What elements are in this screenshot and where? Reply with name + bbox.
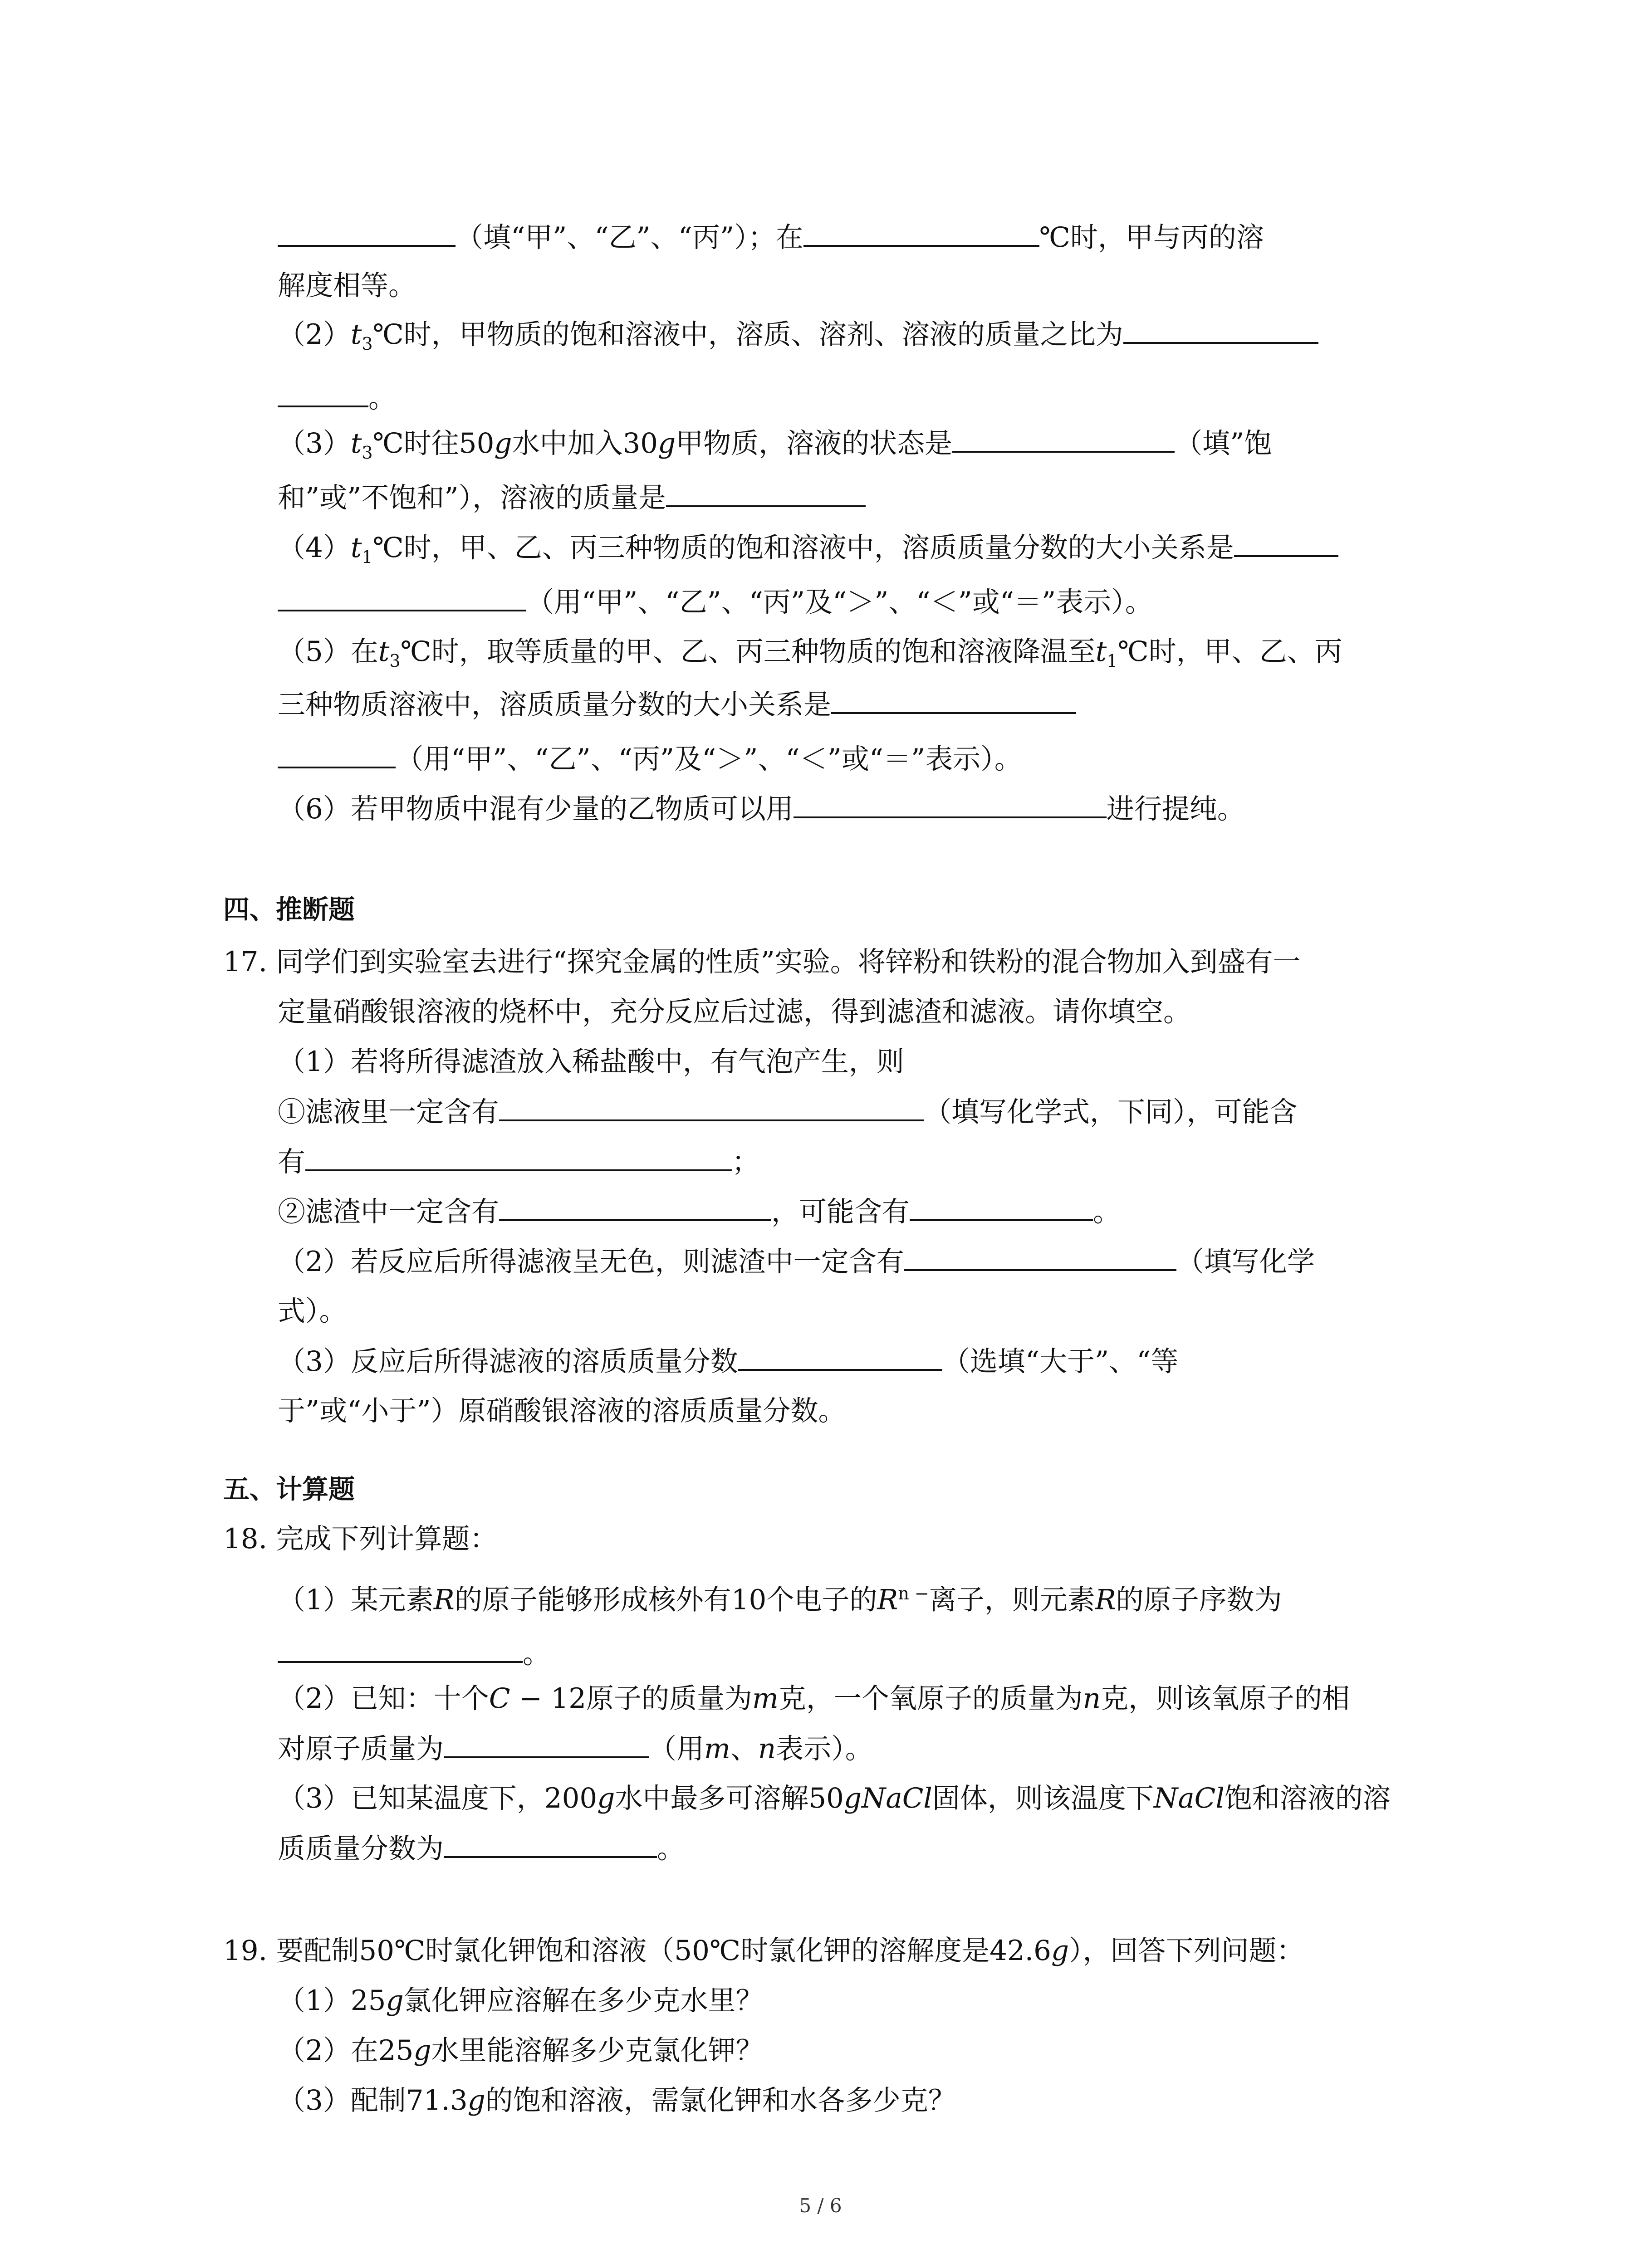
text-line: 三种物质溶液中，溶质质量分数的大小关系是 [278, 684, 1076, 725]
text-line: （5）在$t_3℃$时，取等质量的甲、乙、丙三种物质的饱和溶液降温至$t_1℃$时，甲、乙、丙 [278, 635, 1342, 671]
text-line: 和”或”不饱和”），溶液的质量是 [278, 477, 866, 518]
answer-blank[interactable] [444, 1728, 649, 1758]
answer-blank[interactable] [666, 477, 866, 507]
question-19-line: （2）在25g水里能溶解多少克氯化钾？ [278, 2034, 764, 2067]
answer-blank[interactable] [831, 684, 1076, 714]
text-line: $(2)t_3℃$时，甲物质的饱和溶液中，溶质、溶剂、溶液的质量之比为 [278, 314, 1318, 355]
answer-blank[interactable] [278, 217, 456, 247]
question-17-line: 于”或“小于”）原硝酸银溶液的溶质质量分数。 [278, 1395, 846, 1427]
section-heading: 五、计算题 [223, 1474, 355, 1505]
question-18-line: 对原子质量为 （用m、n表示）。 [278, 1728, 873, 1769]
text-line: （用“甲”、“乙”、“丙”及“＞”、“＜”或“＝”表示）。 [278, 738, 1022, 779]
question-17-line: ①滤液里一定含有 （填写化学式，下同），可能含 [278, 1091, 1298, 1132]
answer-blank[interactable] [738, 1341, 942, 1371]
question-18-line: 质质量分数为 。 [278, 1828, 685, 1869]
question-17-line: 有 ； [278, 1141, 759, 1182]
text-line: 解度相等。 [278, 269, 416, 302]
question-19-line: （1）25g氯化钾应溶解在多少克水里？ [278, 1984, 764, 2017]
question-19-line: 19. 要配制50℃时氯化钾饱和溶液（50℃时氯化钾的溶解度是42.6g），回答下列问题： [223, 1935, 1304, 1967]
question-18-line: （1）某元素R的原子能够形成核外有10个电子的$R^{n -}$离子，则元素R的原子序数为 [278, 1584, 1282, 1616]
question-17-line: （1）若将所得滤渣放入稀盐酸中，有气泡产生，则 [278, 1046, 904, 1078]
answer-blank[interactable] [794, 788, 1107, 818]
text-line: （6）若甲物质中混有少量的乙物质可以用 进行提纯。 [278, 788, 1245, 829]
question-17-line: 式）。 [278, 1295, 347, 1327]
text-line: $(3)t_3℃$时往50g水中加入30g甲物质，溶液的状态是 （填”饱 [278, 423, 1272, 464]
answer-blank[interactable] [952, 423, 1175, 453]
answer-blank[interactable] [904, 1241, 1176, 1271]
answer-blank[interactable] [278, 738, 396, 768]
answer-blank[interactable] [444, 1828, 657, 1858]
question-18-line: （3）已知某温度下，200g水中最多可溶解50gNaCl固体，则该温度下NaCl饱和溶液的溶 [278, 1782, 1391, 1814]
question-17-line: （2）若反应后所得滤液呈无色，则滤渣中一定含有 （填写化学 [278, 1241, 1315, 1282]
question-18-line: 。 [278, 1633, 550, 1674]
question-18-line: （2）已知：十个C − 12原子的质量为m克，一个氧原子的质量为n克，则该氧原子的相 [278, 1682, 1350, 1715]
question-17-line: 定量硝酸银溶液的烧杯中，充分反应后过滤，得到滤渣和滤液。请你填空。 [278, 996, 1191, 1028]
question-19-line: （3）配制71.3g的饱和溶液，需氯化钾和水各多少克？ [278, 2084, 956, 2116]
answer-blank[interactable] [1234, 527, 1338, 557]
page-number: 5 / 6 [799, 2195, 842, 2217]
question-18-line: 18. 完成下列计算题： [223, 1523, 498, 1555]
question-17-line: ②滤渣中一定含有 ，可能含有 。 [278, 1191, 1121, 1232]
question-17-line: （3）反应后所得滤液的溶质质量分数 （选填“大于”、“等 [278, 1341, 1178, 1382]
text-line: （用“甲”、“乙”、“丙”及“＞”、“＜”或“＝”表示）。 [278, 582, 1153, 622]
answer-blank[interactable] [278, 377, 368, 407]
answer-blank[interactable] [803, 217, 1039, 247]
text-line: 。 [278, 377, 396, 418]
answer-blank[interactable] [305, 1141, 732, 1171]
question-17-line: 17. 同学们到实验室去进行“探究金属的性质”实验。将锌粉和铁粉的混合物加入到盛有一 [223, 946, 1301, 978]
answer-blank[interactable] [278, 1633, 523, 1663]
text-line: （填“甲”、“乙”、“丙”）；在 ℃时，甲与丙的溶 [278, 217, 1264, 258]
answer-blank[interactable] [1123, 314, 1318, 344]
text-line: $(4)t_1℃$时，甲、乙、丙三种物质的饱和溶液中，溶质质量分数的大小关系是 [278, 527, 1338, 568]
answer-blank[interactable] [910, 1191, 1093, 1221]
answer-blank[interactable] [499, 1191, 771, 1221]
answer-blank[interactable] [499, 1091, 924, 1121]
answer-blank[interactable] [278, 582, 526, 611]
section-heading: 四、推断题 [223, 894, 355, 925]
